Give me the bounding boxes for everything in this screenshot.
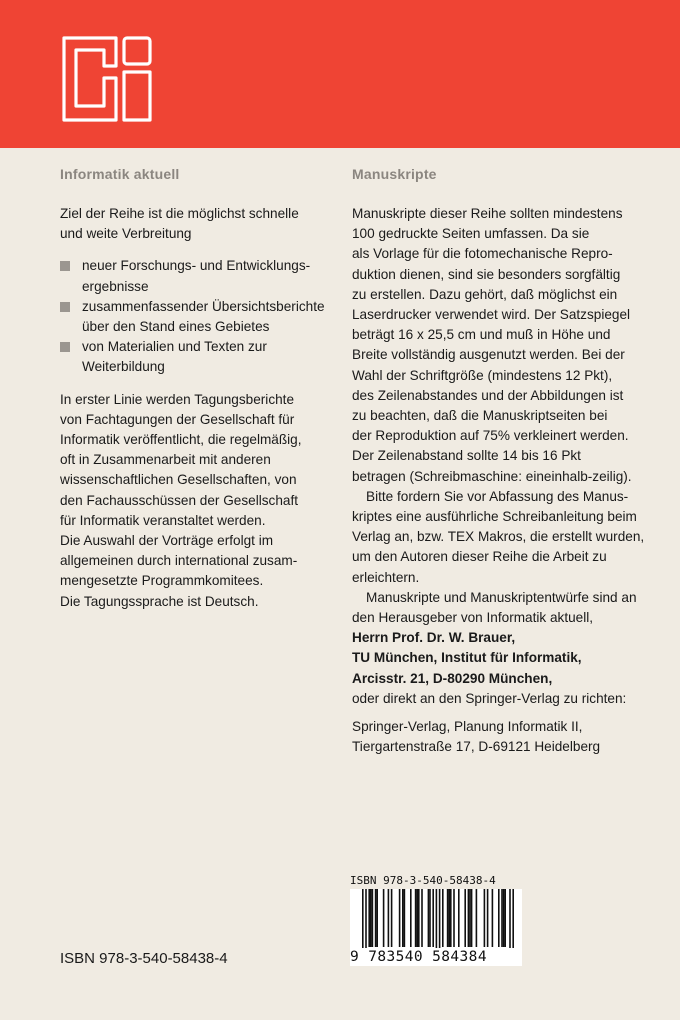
body-line: des Zeilenabstandes und der Abbildungen ist [352, 387, 624, 403]
barcode-bar [512, 889, 514, 949]
barcode-bar [416, 889, 418, 947]
bullet-text: Weiterbildung [82, 359, 165, 375]
barcode-bar [410, 889, 412, 947]
body-line: Bitte fordern Sie vor Abfassung des Manus- [366, 488, 629, 504]
body-line: Laserdrucker verwendet wird. Der Satzspiegel [352, 307, 631, 323]
barcode-bar [365, 889, 367, 949]
barcode-bar [368, 889, 370, 947]
body-line: Die Tagungssprache ist Deutsch. [60, 593, 259, 609]
barcode-bar [487, 889, 489, 947]
body-line: oder direkt an den Springer-Verlag zu richten: [352, 690, 627, 706]
body-line: In erster Linie werden Tagungsberichte [60, 391, 295, 407]
barcode-bar [501, 889, 503, 947]
body-line: Manuskripte und Manuskriptentwürfe sind an [366, 589, 637, 605]
bullet-item [60, 297, 328, 337]
isbn-barcode [350, 874, 522, 966]
body-line: zu erstellen. Dazu gehört, daß möglichst ein [352, 286, 618, 302]
barcode-bar [458, 889, 460, 947]
bullet-text: von Materialien und Texten zur [82, 339, 267, 355]
body-line: beträgt 16 x 25,5 cm und muß in Höhe und [352, 327, 611, 343]
body-line: oft in Zusammenarbeit mit anderen [60, 452, 271, 468]
barcode-bar [432, 889, 434, 947]
barcode-bar [376, 889, 378, 947]
publisher-line: Tiergartenstraße 17, D-69121 Heidelberg [352, 739, 601, 755]
intro-line: und weite Verbreitung [60, 226, 192, 242]
bullet-text: zusammenfassender Übersichtsberichte [82, 298, 325, 314]
bullet-text: ergebnisse [82, 278, 149, 294]
body-line: der Reproduktion auf 75% verkleinert werden. [352, 428, 629, 444]
body-line: Wahl der Schriftgröße (mindestens 12 Pkt), [352, 367, 613, 383]
body-line: den Fachausschüssen der Gesellschaft [60, 492, 299, 508]
bullet-text: neuer Forschungs- und Entwicklungs- [82, 258, 311, 274]
body-line: zu beachten, daß die Manuskriptseiten bei [352, 408, 608, 424]
barcode-bar [492, 889, 494, 947]
address-line: Herrn Prof. Dr. W. Brauer, [352, 630, 516, 646]
barcode-bar [442, 889, 444, 947]
barcode-bar [418, 889, 420, 947]
top-color-band [0, 0, 680, 148]
left-column [60, 204, 328, 612]
barcode-bar [476, 889, 478, 947]
body-line: erleichtern. [352, 569, 420, 585]
isbn-text: ISBN 978-3-540-58438-4 [60, 950, 228, 967]
barcode-bar [509, 889, 511, 949]
barcode-bar [498, 889, 500, 947]
barcode-bar [447, 889, 449, 947]
bullet-item [60, 337, 328, 377]
body-line: duktion dienen, sind sie besonders sorgfältig [352, 266, 621, 282]
publisher-line: Springer-Verlag, Planung Informatik II, [352, 719, 583, 735]
barcode-bar [484, 889, 486, 947]
barcode-bar [450, 889, 452, 947]
body-line: kriptes eine ausführliche Schreibanleitung beim [352, 509, 637, 525]
body-line: Informatik veröffentlicht, die regelmäßig, [60, 432, 302, 448]
series-logo-icon [58, 36, 154, 122]
body-line: Breite vollständig ausgenutzt werden. Bei der [352, 347, 625, 363]
barcode-bar [372, 889, 374, 947]
barcode-bar [402, 889, 404, 947]
barcode-bar [383, 889, 385, 947]
left-heading: Informatik aktuell [60, 166, 180, 182]
body-line: 100 gedruckte Seiten umfassen. Da sie [352, 226, 590, 242]
body-line: Manuskripte dieser Reihe sollten mindestens [352, 206, 623, 221]
barcode-bar [429, 889, 431, 947]
barcode-bar [453, 889, 455, 947]
barcode-bar [439, 889, 441, 949]
barcode-bar [436, 889, 438, 949]
barcode-bar [388, 889, 390, 947]
body-line: Der Zeilenabstand sollte 14 bis 16 Pkt [352, 448, 581, 464]
bullet-item [60, 256, 328, 296]
address-line: TU München, Institut für Informatik, [352, 650, 582, 666]
bullet-list [60, 256, 328, 377]
barcode-bar [448, 889, 450, 947]
body-line: Verlag an, bzw. TEX Makros, die erstellt wurden, [352, 529, 645, 545]
body-line: mengesetzte Programmkomitees. [60, 573, 264, 589]
barcode-bar [428, 889, 430, 947]
body-line: allgemeinen durch international zusam- [60, 553, 298, 569]
barcode-bar [504, 889, 506, 947]
barcode-bar [370, 889, 372, 947]
body-line: um den Autoren dieser Reihe die Arbeit zu [352, 549, 607, 565]
barcode-bar [468, 889, 470, 947]
barcode-bar [464, 889, 466, 947]
intro-line: Ziel der Reihe ist die möglichst schnelle [60, 206, 299, 221]
bullet-text: über den Stand eines Gebietes [82, 319, 270, 335]
barcode-bar [391, 889, 393, 947]
barcode-bar [471, 889, 473, 947]
body-line: wissenschaftlichen Gesellschaften, von [60, 472, 297, 488]
body-line: Die Auswahl der Vorträge erfolgt im [60, 533, 274, 549]
barcode-bar [404, 889, 406, 947]
body-line: als Vorlage für die fotomechanische Repro- [352, 246, 613, 262]
body-line: für Informatik veranstaltet werden. [60, 512, 266, 528]
barcode-isbn-label: ISBN 978-3-540-58438-4 [350, 874, 496, 887]
body-line: von Fachtagungen der Gesellschaft für [60, 411, 295, 427]
barcode-bar [421, 889, 423, 947]
barcode-bar [415, 889, 417, 947]
right-column [352, 204, 652, 757]
right-heading: Manuskripte [352, 166, 437, 182]
body-line: betragen (Schreibmaschine: eineinhalb-zeilig). [352, 468, 632, 484]
address-line: Arcisstr. 21, D-80290 München, [352, 670, 553, 686]
barcode-digits: 9 783540 584384 [350, 948, 522, 966]
body-line: den Herausgeber von Informatik aktuell, [352, 610, 594, 626]
barcode-bar [503, 889, 505, 947]
barcode-bar [469, 889, 471, 947]
barcode-bar [399, 889, 401, 947]
barcode-bars [350, 889, 522, 949]
barcode-bar [362, 889, 364, 949]
barcode-bar [375, 889, 377, 947]
